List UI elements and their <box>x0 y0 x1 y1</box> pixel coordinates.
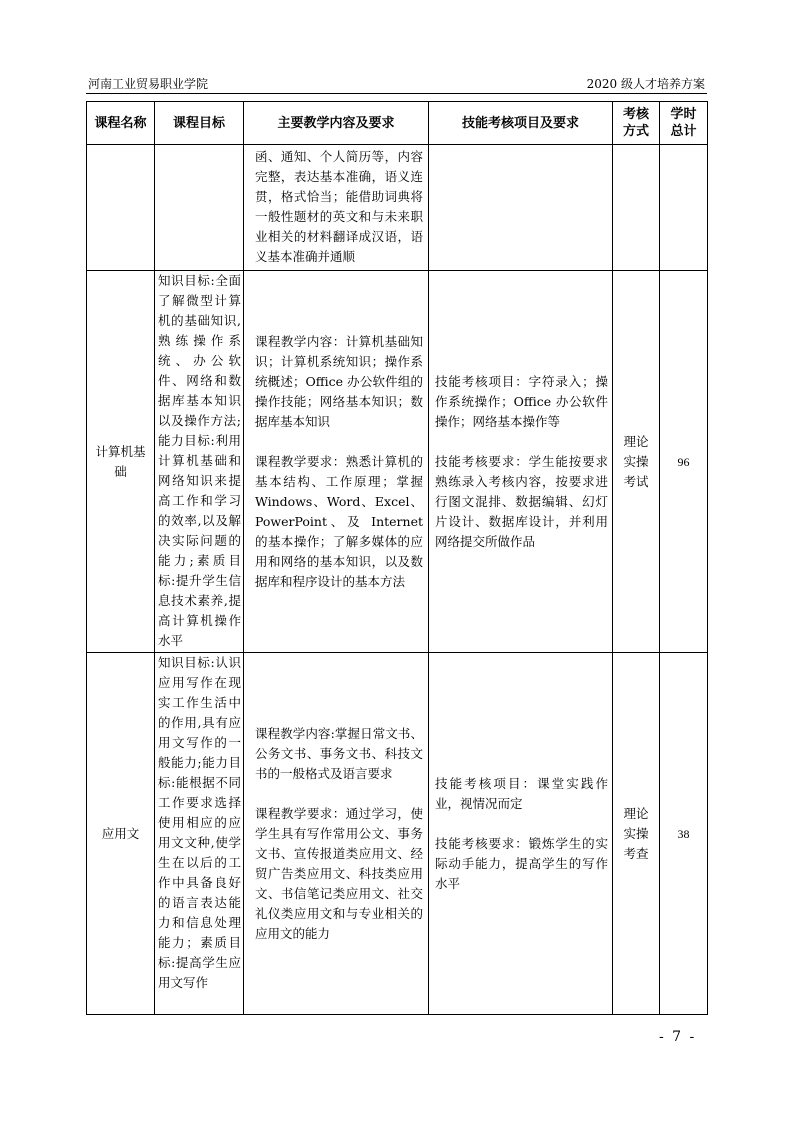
skill-assessment-cell <box>429 145 613 271</box>
total-hours-cell <box>660 145 708 271</box>
assessment-method-cell <box>613 145 660 271</box>
skill-item-text: 技能考核项目：课堂实践作业，视情况而定 <box>435 775 608 811</box>
teaching-content-cell <box>244 145 429 271</box>
teaching-content-cell <box>244 271 429 653</box>
table-header-row <box>87 102 708 145</box>
course-name-cell: 计算机基 础 <box>87 271 155 653</box>
course-table <box>86 101 708 1015</box>
header-course-target: 课程目标 <box>155 102 244 145</box>
total-hours-cell: 96 <box>660 271 708 653</box>
course-name-cell: 应用文 <box>87 653 155 1015</box>
teaching-content-cell <box>244 653 429 1015</box>
table-row <box>87 145 708 271</box>
assessment-method-cell: 理论 实操 考试 <box>613 271 660 653</box>
course-target-cell: 知识目标:认识应用写作在现实工作生活中的作用,具有应用文写作的一般能力;能力目标:能根据不同工作要求选择使用相应的应用文文种,使学生在以后的工作中具备良好的语言表达能力和信息处理能力；素质目标:提高学生应用文写作 <box>155 653 244 1015</box>
course-target-cell: 知识目标:全面了解微型计算机的基础知识,熟练操作系统、办公软件、网络和数据库基本知识以及操作方法;能力目标:利用计算机基础和网络知识来提高工作和学习的效率,以及解决实际问题的能力;素质目标:提升学生信息技术素养,提高计算机操作水平 <box>155 271 244 653</box>
header-total-hours: 学时 总计 <box>660 102 708 145</box>
table-row <box>87 271 708 653</box>
skill-assessment-cell <box>429 271 613 653</box>
header-course-name: 课程名称 <box>87 102 155 145</box>
page-number: - 7 - <box>659 1029 697 1045</box>
header-rule <box>86 93 707 94</box>
header-assessment-method: 考核 方式 <box>613 102 660 145</box>
teaching-content-text: 课程教学内容：计算机基础知识；计算机系统知识；操作系统概述；Office 办公软件组的操作技能；网络基本知识；数据库基本知识 <box>255 333 423 429</box>
assessment-method-cell: 理论 实操 考查 <box>613 653 660 1015</box>
total-hours-cell: 38 <box>660 653 708 1015</box>
header-skill-assessment: 技能考核项目及要求 <box>429 102 613 145</box>
table-row <box>87 653 708 1015</box>
teaching-requirement-text: 课程教学要求：熟悉计算机的基本结构、工作原理；掌握 Windows、Word、Excel、PowerPoint、及 Internet 的基本操作；了解多媒体的应用和网络的基本知识，以及数据库和程序设计的基本方法 <box>255 453 423 589</box>
teaching-requirement-text: 课程教学要求：通过学习，使学生具有写作常用公文、事务文书、宣传报道类应用文、经贸广告类应用文、科技类应用文、书信笔记类应用文、社交礼仪类应用文和与专业相关的应用文的能力 <box>255 805 423 941</box>
teaching-content-text: 课程教学内容:掌握日常文书、公务文书、事务文书、科技文书的一般格式及语言要求 <box>255 725 423 781</box>
teaching-content-text: 函、通知、个人简历等，内容完整，表达基本准确，语义连贯，格式恰当；能借助词典将一般性题材的英文和与未来职业相关的材料翻译成汉语，语义基本准确并通顺 <box>255 149 423 264</box>
course-target-cell <box>155 145 244 271</box>
header-document-title: 2020 级人才培养方案 <box>586 77 705 91</box>
course-name-cell <box>87 145 155 271</box>
skill-item-text: 技能考核项目：字符录入；操作系统操作；Office 办公软件操作；网络基本操作等 <box>435 373 608 429</box>
header-teaching-content: 主要教学内容及要求 <box>244 102 429 145</box>
skill-assessment-cell <box>429 653 613 1015</box>
skill-requirement-text: 技能考核要求：学生能按要求熟练录入考核内容，按要求进行图文混排、数据编辑、幻灯片设计、数据库设计，并利用网络提交所做作品 <box>435 453 608 549</box>
skill-requirement-text: 技能考核要求：锻炼学生的实际动手能力，提高学生的写作水平 <box>435 835 608 891</box>
header-school-name: 河南工业贸易职业学院 <box>88 77 209 91</box>
